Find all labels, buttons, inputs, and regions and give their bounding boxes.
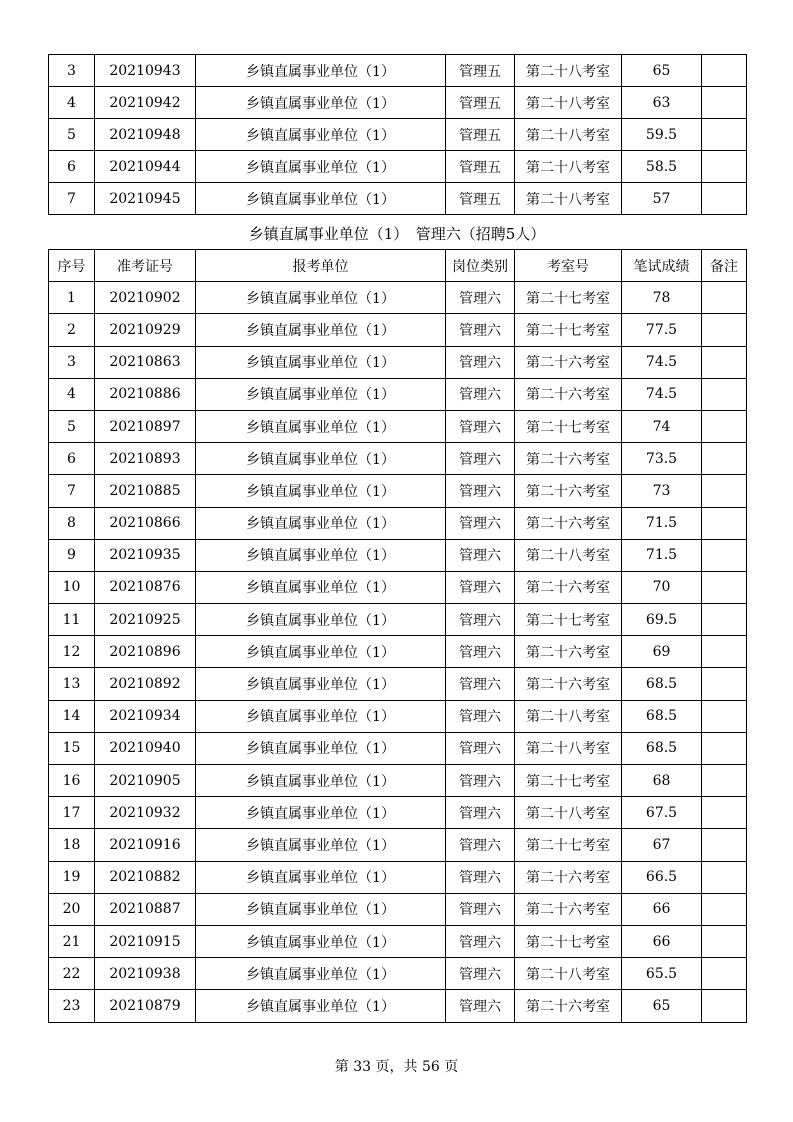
cell-remarks (702, 410, 747, 442)
cell-exam-id: 20210886 (95, 378, 196, 410)
cell-post-category: 管理六 (446, 732, 515, 764)
cell-index: 8 (49, 507, 95, 539)
table-row (49, 119, 747, 151)
cell-exam-room: 第二十六考室 (515, 346, 622, 378)
cell-remarks (702, 119, 747, 151)
cell-index: 10 (49, 571, 95, 603)
cell-index: 5 (49, 119, 95, 151)
cell-exam-id: 20210879 (95, 990, 196, 1022)
cell-unit: 乡镇直属事业单位（1） (196, 539, 446, 571)
table-row (49, 571, 747, 603)
cell-index: 2 (49, 314, 95, 346)
cell-written-score: 69.5 (622, 604, 702, 636)
cell-remarks (702, 990, 747, 1022)
header-written-score: 笔试成绩 (622, 250, 702, 282)
cell-written-score: 69 (622, 636, 702, 668)
cell-written-score: 67 (622, 829, 702, 861)
cell-remarks (702, 346, 747, 378)
cell-exam-id: 20210942 (95, 87, 196, 119)
cell-exam-room: 第二十八考室 (515, 797, 622, 829)
cell-remarks (702, 314, 747, 346)
cell-remarks (702, 958, 747, 990)
cell-index: 9 (49, 539, 95, 571)
cell-post-category: 管理六 (446, 925, 515, 957)
cell-exam-room: 第二十八考室 (515, 700, 622, 732)
table-row (49, 604, 747, 636)
table-header-row (49, 250, 747, 282)
cell-post-category: 管理六 (446, 829, 515, 861)
cell-written-score: 63 (622, 87, 702, 119)
cell-written-score: 66 (622, 925, 702, 957)
cell-written-score: 74.5 (622, 346, 702, 378)
cell-post-category: 管理六 (446, 443, 515, 475)
cell-index: 15 (49, 732, 95, 764)
cell-written-score: 65 (622, 990, 702, 1022)
cell-remarks (702, 507, 747, 539)
cell-exam-id: 20210944 (95, 151, 196, 183)
cell-unit: 乡镇直属事业单位（1） (196, 314, 446, 346)
table-row (49, 668, 747, 700)
cell-post-category: 管理六 (446, 668, 515, 700)
cell-exam-id: 20210925 (95, 604, 196, 636)
cell-written-score: 65 (622, 55, 702, 87)
cell-exam-id: 20210893 (95, 443, 196, 475)
cell-remarks (702, 668, 747, 700)
cell-exam-id: 20210866 (95, 507, 196, 539)
cell-index: 5 (49, 410, 95, 442)
cell-post-category: 管理五 (446, 55, 515, 87)
cell-remarks (702, 282, 747, 314)
cell-remarks (702, 893, 747, 925)
cell-index: 23 (49, 990, 95, 1022)
cell-exam-id: 20210916 (95, 829, 196, 861)
cell-exam-id: 20210943 (95, 55, 196, 87)
cell-exam-id: 20210885 (95, 475, 196, 507)
score-table-continued-body (49, 55, 747, 215)
cell-exam-room: 第二十六考室 (515, 443, 622, 475)
cell-exam-room: 第二十六考室 (515, 507, 622, 539)
cell-written-score: 68.5 (622, 668, 702, 700)
cell-post-category: 管理六 (446, 604, 515, 636)
table-row (49, 797, 747, 829)
cell-post-category: 管理六 (446, 636, 515, 668)
cell-remarks (702, 604, 747, 636)
cell-post-category: 管理六 (446, 797, 515, 829)
cell-unit: 乡镇直属事业单位（1） (196, 151, 446, 183)
cell-written-score: 57 (622, 183, 702, 215)
cell-written-score: 68.5 (622, 700, 702, 732)
table-row (49, 55, 747, 87)
cell-exam-id: 20210896 (95, 636, 196, 668)
cell-exam-id: 20210887 (95, 893, 196, 925)
cell-post-category: 管理五 (446, 119, 515, 151)
cell-index: 3 (49, 346, 95, 378)
cell-unit: 乡镇直属事业单位（1） (196, 410, 446, 442)
table-row (49, 314, 747, 346)
cell-remarks (702, 861, 747, 893)
table-row (49, 636, 747, 668)
cell-post-category: 管理六 (446, 990, 515, 1022)
table-row (49, 765, 747, 797)
cell-unit: 乡镇直属事业单位（1） (196, 636, 446, 668)
cell-unit: 乡镇直属事业单位（1） (196, 119, 446, 151)
cell-remarks (702, 571, 747, 603)
cell-remarks (702, 925, 747, 957)
cell-exam-id: 20210948 (95, 119, 196, 151)
cell-exam-room: 第二十八考室 (515, 958, 622, 990)
cell-exam-room: 第二十七考室 (515, 925, 622, 957)
cell-remarks (702, 87, 747, 119)
cell-post-category: 管理六 (446, 507, 515, 539)
cell-index: 7 (49, 475, 95, 507)
cell-post-category: 管理六 (446, 539, 515, 571)
cell-written-score: 78 (622, 282, 702, 314)
table-row (49, 507, 747, 539)
cell-exam-room: 第二十八考室 (515, 183, 622, 215)
table-row (49, 925, 747, 957)
cell-remarks (702, 829, 747, 861)
cell-exam-room: 第二十六考室 (515, 571, 622, 603)
cell-exam-id: 20210932 (95, 797, 196, 829)
cell-unit: 乡镇直属事业单位（1） (196, 925, 446, 957)
cell-exam-room: 第二十七考室 (515, 410, 622, 442)
cell-post-category: 管理五 (446, 87, 515, 119)
cell-remarks (702, 151, 747, 183)
cell-exam-id: 20210940 (95, 732, 196, 764)
cell-exam-id: 20210929 (95, 314, 196, 346)
cell-post-category: 管理六 (446, 378, 515, 410)
cell-post-category: 管理六 (446, 475, 515, 507)
cell-post-category: 管理六 (446, 346, 515, 378)
table-row (49, 539, 747, 571)
cell-exam-room: 第二十八考室 (515, 151, 622, 183)
cell-exam-room: 第二十七考室 (515, 314, 622, 346)
cell-written-score: 71.5 (622, 539, 702, 571)
cell-index: 18 (49, 829, 95, 861)
cell-remarks (702, 539, 747, 571)
cell-index: 3 (49, 55, 95, 87)
cell-index: 4 (49, 87, 95, 119)
cell-exam-id: 20210892 (95, 668, 196, 700)
header-exam-room: 考室号 (515, 250, 622, 282)
cell-written-score: 73 (622, 475, 702, 507)
cell-written-score: 74.5 (622, 378, 702, 410)
cell-unit: 乡镇直属事业单位（1） (196, 797, 446, 829)
header-index: 序号 (49, 250, 95, 282)
cell-written-score: 68 (622, 765, 702, 797)
table-row (49, 700, 747, 732)
cell-index: 6 (49, 151, 95, 183)
cell-exam-room: 第二十六考室 (515, 990, 622, 1022)
cell-exam-room: 第二十六考室 (515, 668, 622, 700)
cell-post-category: 管理五 (446, 151, 515, 183)
cell-remarks (702, 636, 747, 668)
cell-remarks (702, 700, 747, 732)
cell-exam-id: 20210882 (95, 861, 196, 893)
cell-unit: 乡镇直属事业单位（1） (196, 55, 446, 87)
cell-post-category: 管理六 (446, 958, 515, 990)
section-title: 乡镇直属事业单位（1） 管理六（招聘5人） (248, 225, 546, 243)
cell-post-category: 管理六 (446, 861, 515, 893)
cell-exam-room: 第二十七考室 (515, 829, 622, 861)
cell-written-score: 58.5 (622, 151, 702, 183)
cell-remarks (702, 765, 747, 797)
cell-unit: 乡镇直属事业单位（1） (196, 668, 446, 700)
table-row (49, 829, 747, 861)
header-post-category: 岗位类别 (446, 250, 515, 282)
cell-exam-room: 第二十八考室 (515, 55, 622, 87)
header-remarks: 备注 (702, 250, 747, 282)
table-row (49, 410, 747, 442)
score-table-continued (48, 54, 747, 215)
cell-unit: 乡镇直属事业单位（1） (196, 183, 446, 215)
cell-index: 14 (49, 700, 95, 732)
cell-index: 16 (49, 765, 95, 797)
cell-unit: 乡镇直属事业单位（1） (196, 958, 446, 990)
table-row (49, 282, 747, 314)
cell-exam-room: 第二十六考室 (515, 636, 622, 668)
cell-exam-room: 第二十八考室 (515, 87, 622, 119)
cell-exam-id: 20210905 (95, 765, 196, 797)
table-row (49, 732, 747, 764)
table-row (49, 183, 747, 215)
cell-written-score: 68.5 (622, 732, 702, 764)
cell-written-score: 70 (622, 571, 702, 603)
cell-unit: 乡镇直属事业单位（1） (196, 475, 446, 507)
cell-post-category: 管理六 (446, 410, 515, 442)
cell-exam-room: 第二十七考室 (515, 604, 622, 636)
cell-unit: 乡镇直属事业单位（1） (196, 571, 446, 603)
cell-post-category: 管理六 (446, 282, 515, 314)
cell-unit: 乡镇直属事业单位（1） (196, 700, 446, 732)
table-row (49, 475, 747, 507)
cell-exam-id: 20210934 (95, 700, 196, 732)
cell-post-category: 管理六 (446, 893, 515, 925)
table-row (49, 87, 747, 119)
cell-exam-id: 20210897 (95, 410, 196, 442)
table-row (49, 958, 747, 990)
page-footer: 第 33 页，共 56 页 (334, 1059, 459, 1075)
cell-index: 12 (49, 636, 95, 668)
cell-remarks (702, 797, 747, 829)
cell-remarks (702, 378, 747, 410)
table-row (49, 346, 747, 378)
header-exam-id: 准考证号 (95, 250, 196, 282)
cell-unit: 乡镇直属事业单位（1） (196, 765, 446, 797)
cell-post-category: 管理五 (446, 183, 515, 215)
cell-exam-id: 20210876 (95, 571, 196, 603)
header-unit: 报考单位 (196, 250, 446, 282)
cell-unit: 乡镇直属事业单位（1） (196, 443, 446, 475)
cell-written-score: 77.5 (622, 314, 702, 346)
score-table (48, 249, 747, 1023)
cell-post-category: 管理六 (446, 700, 515, 732)
cell-exam-room: 第二十八考室 (515, 119, 622, 151)
cell-unit: 乡镇直属事业单位（1） (196, 346, 446, 378)
cell-index: 11 (49, 604, 95, 636)
cell-unit: 乡镇直属事业单位（1） (196, 990, 446, 1022)
cell-written-score: 67.5 (622, 797, 702, 829)
cell-index: 4 (49, 378, 95, 410)
cell-exam-room: 第二十六考室 (515, 861, 622, 893)
cell-written-score: 59.5 (622, 119, 702, 151)
cell-exam-id: 20210902 (95, 282, 196, 314)
cell-unit: 乡镇直属事业单位（1） (196, 732, 446, 764)
cell-written-score: 71.5 (622, 507, 702, 539)
cell-exam-id: 20210945 (95, 183, 196, 215)
cell-index: 21 (49, 925, 95, 957)
cell-remarks (702, 475, 747, 507)
cell-written-score: 73.5 (622, 443, 702, 475)
cell-exam-room: 第二十七考室 (515, 282, 622, 314)
cell-exam-room: 第二十八考室 (515, 732, 622, 764)
cell-unit: 乡镇直属事业单位（1） (196, 378, 446, 410)
cell-exam-room: 第二十六考室 (515, 378, 622, 410)
cell-written-score: 65.5 (622, 958, 702, 990)
score-table-body (49, 282, 747, 1022)
cell-exam-id: 20210938 (95, 958, 196, 990)
cell-post-category: 管理六 (446, 765, 515, 797)
cell-exam-id: 20210863 (95, 346, 196, 378)
cell-index: 1 (49, 282, 95, 314)
cell-unit: 乡镇直属事业单位（1） (196, 604, 446, 636)
table-row (49, 990, 747, 1022)
cell-written-score: 66.5 (622, 861, 702, 893)
table-row (49, 893, 747, 925)
cell-exam-room: 第二十八考室 (515, 539, 622, 571)
cell-index: 20 (49, 893, 95, 925)
cell-exam-room: 第二十六考室 (515, 893, 622, 925)
cell-written-score: 74 (622, 410, 702, 442)
table-row (49, 861, 747, 893)
cell-remarks (702, 183, 747, 215)
cell-index: 17 (49, 797, 95, 829)
table-row (49, 378, 747, 410)
cell-exam-id: 20210935 (95, 539, 196, 571)
cell-index: 6 (49, 443, 95, 475)
cell-remarks (702, 732, 747, 764)
cell-post-category: 管理六 (446, 571, 515, 603)
cell-unit: 乡镇直属事业单位（1） (196, 893, 446, 925)
cell-written-score: 66 (622, 893, 702, 925)
cell-unit: 乡镇直属事业单位（1） (196, 861, 446, 893)
cell-index: 19 (49, 861, 95, 893)
cell-exam-room: 第二十六考室 (515, 475, 622, 507)
table-row (49, 151, 747, 183)
cell-index: 7 (49, 183, 95, 215)
cell-remarks (702, 55, 747, 87)
cell-unit: 乡镇直属事业单位（1） (196, 87, 446, 119)
cell-post-category: 管理六 (446, 314, 515, 346)
cell-unit: 乡镇直属事业单位（1） (196, 507, 446, 539)
cell-unit: 乡镇直属事业单位（1） (196, 829, 446, 861)
table-row (49, 443, 747, 475)
cell-index: 22 (49, 958, 95, 990)
cell-remarks (702, 443, 747, 475)
cell-exam-room: 第二十七考室 (515, 765, 622, 797)
cell-exam-id: 20210915 (95, 925, 196, 957)
cell-unit: 乡镇直属事业单位（1） (196, 282, 446, 314)
cell-index: 13 (49, 668, 95, 700)
